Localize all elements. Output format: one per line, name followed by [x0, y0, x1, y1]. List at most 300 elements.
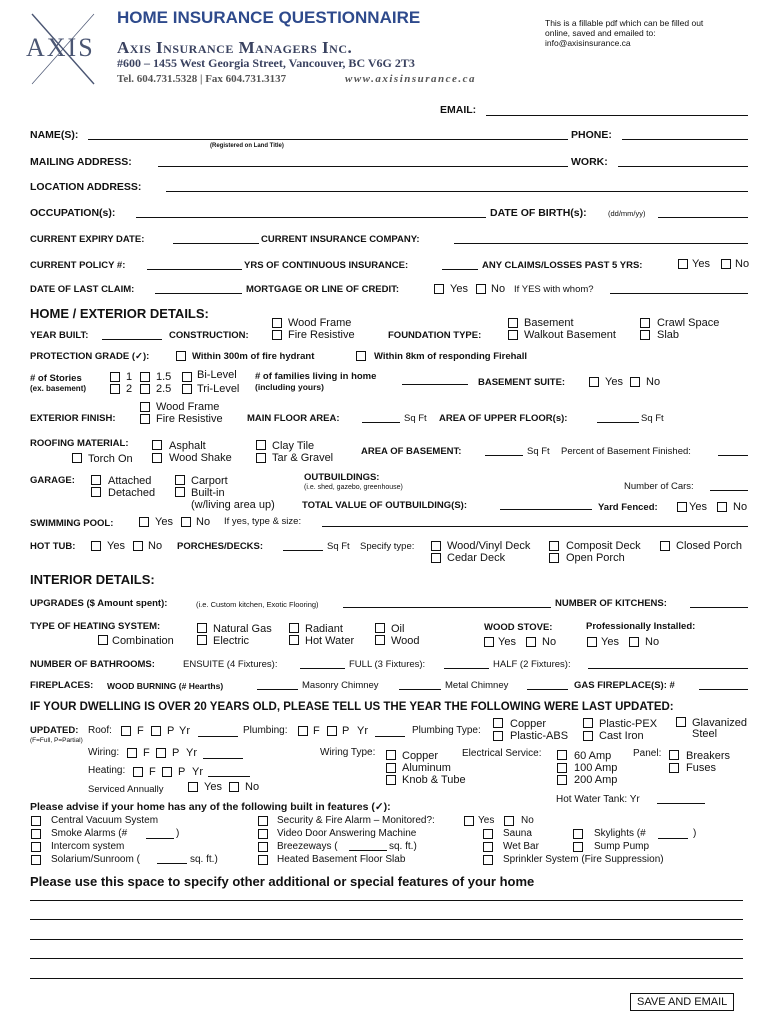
amp60-checkbox[interactable] [557, 750, 567, 760]
company-address: #600 – 1455 West Georgia Street, Vancouver, BC V6G 2T3 [117, 56, 415, 70]
solarium-unit: sq. ft.) [190, 854, 218, 865]
claims-yes-checkbox[interactable] [678, 259, 688, 269]
heated-slab-label: Heated Basement Floor Slab [277, 854, 406, 865]
bilevel-label: Bi-Level [197, 369, 237, 381]
breakers-label: Breakers [686, 750, 731, 762]
slab-checkbox[interactable] [640, 330, 650, 340]
policy-number-label: CURRENT POLICY #: [30, 260, 126, 271]
metal-field[interactable] [527, 689, 568, 690]
masonry-label: Masonry Chimney [302, 680, 379, 691]
mortgage-yes-checkbox[interactable] [434, 284, 444, 294]
basement-label: Basement [524, 317, 574, 329]
garage-label: GARAGE: [30, 475, 75, 486]
suite-yes-label: Yes [605, 376, 623, 388]
detached-checkbox[interactable] [91, 487, 101, 497]
fuses-label: Fuses [686, 762, 716, 774]
firehall-checkbox[interactable] [356, 351, 366, 361]
sump-label: Sump Pump [594, 841, 650, 852]
smoke-field[interactable] [146, 838, 174, 839]
vinyl-deck-label: Wood/Vinyl Deck [447, 540, 531, 552]
finish-wood-checkbox[interactable] [140, 402, 150, 412]
names-note: (Registered on Land Title) [210, 143, 284, 149]
vacuum-label: Central Vacuum System [51, 815, 159, 826]
company-name: Axis Insurance Managers Inc. [117, 38, 353, 57]
wiring-type-label: Wiring Type: [320, 747, 376, 758]
basement-area-field[interactable] [485, 455, 523, 456]
oil-checkbox[interactable] [375, 623, 385, 633]
combination-checkbox[interactable] [98, 635, 108, 645]
year-built-field[interactable] [102, 339, 162, 340]
amp60-label: 60 Amp [574, 750, 612, 762]
knob-tube-label: Knob & Tube [402, 774, 466, 786]
security-no-checkbox[interactable] [504, 816, 514, 826]
clay-checkbox[interactable] [256, 440, 266, 450]
galvanized-label: Glavanized [692, 717, 748, 729]
foundation-label: FOUNDATION TYPE: [388, 330, 482, 341]
tank-field[interactable] [657, 803, 705, 804]
intercom-label: Intercom system [51, 841, 125, 852]
wiring-p-checkbox[interactable] [156, 748, 166, 758]
amp200-checkbox[interactable] [557, 775, 567, 785]
cedar-deck-checkbox[interactable] [431, 553, 441, 563]
mortgage-no-label: No [491, 283, 506, 295]
continuous-years-field[interactable] [442, 269, 478, 270]
email-field[interactable] [486, 115, 748, 116]
plumbing-type-label: Plumbing Type: [412, 725, 481, 736]
additional-line-3[interactable] [30, 939, 743, 940]
attached-label: Attached [108, 475, 152, 487]
stories-2-checkbox[interactable] [110, 384, 120, 394]
mailing-field[interactable] [158, 166, 568, 167]
logo-text: AXIS [26, 33, 95, 62]
updates-heading: IF YOUR DWELLING IS OVER 20 YEARS OLD, PLEASE TELL US THE YEAR THE FOLLOWING WERE LAST UPDATED: [30, 701, 674, 713]
outbuildings-label: OUTBUILDINGS: [304, 472, 380, 483]
intercom-checkbox[interactable] [31, 842, 41, 852]
pool-type-field[interactable] [322, 526, 748, 527]
crawl-space-label: Crawl Space [657, 317, 720, 329]
stove-yes-checkbox[interactable] [484, 637, 494, 647]
serviced-label: Serviced Annually [88, 784, 164, 795]
full-bath-label: FULL (3 Fixtures): [349, 659, 426, 670]
breakers-checkbox[interactable] [669, 750, 679, 760]
sprinkler-label: Sprinkler System (Fire Suppression) [503, 854, 664, 865]
natural-gas-label: Natural Gas [213, 623, 272, 635]
outbuildings-note: (i.e. shed, gazebo, greenhouse) [304, 484, 403, 491]
policy-number-field[interactable] [147, 269, 242, 270]
breezeways-label: Breezeways ( [277, 841, 338, 852]
bilevel-checkbox[interactable] [182, 372, 192, 382]
last-claim-field[interactable] [155, 293, 242, 294]
porches-unit: Sq Ft [327, 541, 350, 552]
heating-f-label: F [149, 766, 156, 778]
fire-resistive-checkbox[interactable] [272, 330, 282, 340]
sump-checkbox[interactable] [573, 842, 583, 852]
fp-legend: (F=Full, P=Partial) [30, 737, 83, 744]
skylights-field[interactable] [658, 838, 688, 839]
steel-label: Steel [692, 728, 718, 740]
video-label: Video Door Answering Machine [277, 828, 417, 839]
vacuum-checkbox[interactable] [31, 816, 41, 826]
claims-no-label: No [735, 258, 750, 270]
pool-yes-checkbox[interactable] [139, 517, 149, 527]
yard-no-label: No [733, 501, 748, 513]
trilevel-checkbox[interactable] [182, 384, 192, 394]
builtin-label: Built-in [191, 487, 225, 499]
location-label: LOCATION ADDRESS: [30, 181, 142, 193]
heating-upd-label: Heating: [88, 765, 126, 776]
sauna-checkbox[interactable] [483, 829, 493, 839]
panel-label: Panel: [633, 748, 662, 759]
hot-tub-yes-label: Yes [107, 540, 125, 552]
composit-deck-checkbox[interactable] [549, 541, 559, 551]
porches-label: PORCHES/DECKS: [177, 541, 264, 552]
installed-no-label: No [645, 636, 660, 648]
serviced-no-checkbox[interactable] [229, 782, 239, 792]
walkout-label: Walkout Basement [524, 329, 616, 341]
pool-yes-label: Yes [155, 516, 173, 528]
pct-finished-field[interactable] [718, 455, 748, 456]
heating-p-checkbox[interactable] [162, 767, 172, 777]
installed-yes-label: Yes [601, 636, 619, 648]
combination-label: Combination [112, 635, 174, 647]
basement-area-label: AREA OF BASEMENT: [361, 446, 462, 457]
walkout-checkbox[interactable] [508, 330, 518, 340]
kitchens-field[interactable] [690, 607, 748, 608]
main-area-unit: Sq Ft [404, 413, 427, 424]
exterior-heading: HOME / EXTERIOR DETAILS: [30, 306, 209, 321]
installed-yes-checkbox[interactable] [587, 637, 597, 647]
serviced-yes-label: Yes [204, 781, 222, 793]
heating-f-checkbox[interactable] [133, 767, 143, 777]
wood-frame-checkbox[interactable] [272, 318, 282, 328]
mortgage-no-checkbox[interactable] [476, 284, 486, 294]
electric-label: Electric [213, 635, 250, 647]
names-label: NAME(S): [30, 129, 79, 141]
phone-field[interactable] [622, 139, 748, 140]
solarium-label: Solarium/Sunroom ( [51, 854, 140, 865]
copper-wiring-label: Copper [402, 750, 439, 762]
trilevel-label: Tri-Level [197, 383, 240, 395]
year-built-label: YEAR BUILT: [30, 330, 89, 341]
breezeways-field[interactable] [349, 850, 387, 851]
mortgage-with-whom-label: If YES with whom? [514, 284, 594, 295]
hot-tub-no-checkbox[interactable] [133, 541, 143, 551]
ensuite-label: ENSUITE (4 Fixtures): [183, 659, 278, 670]
yard-label: Yard Fenced: [598, 502, 658, 513]
clay-label: Clay Tile [272, 440, 315, 452]
stories-1-checkbox[interactable] [110, 372, 120, 382]
main-area-field[interactable] [362, 422, 400, 423]
composit-deck-label: Composit Deck [566, 540, 641, 552]
smoke-checkbox[interactable] [31, 829, 41, 839]
email-label: EMAIL: [440, 104, 477, 116]
stories-2-5-label: 2.5 [156, 383, 172, 395]
form-title: HOME INSURANCE QUESTIONNAIRE [117, 8, 421, 27]
gas-fp-label: GAS FIREPLACE(S): # [574, 680, 675, 691]
save-and-email-button[interactable]: SAVE AND EMAIL [630, 993, 734, 1011]
roof-label: Roof: [88, 725, 112, 736]
fuses-checkbox[interactable] [669, 763, 679, 773]
wiring-f-checkbox[interactable] [127, 748, 137, 758]
cedar-deck-label: Cedar Deck [447, 552, 506, 564]
mailing-label: MAILING ADDRESS: [30, 156, 132, 168]
torch-checkbox[interactable] [72, 453, 82, 463]
asphalt-label: Asphalt [169, 440, 206, 452]
aluminum-checkbox[interactable] [386, 763, 396, 773]
hot-tub-no-label: No [148, 540, 163, 552]
cars-field[interactable] [710, 490, 748, 491]
wiring-yr-label: Yr [186, 747, 197, 759]
upper-area-unit: Sq Ft [641, 413, 664, 424]
metal-label: Metal Chimney [445, 680, 509, 691]
pool-no-checkbox[interactable] [181, 517, 191, 527]
sprinkler-checkbox[interactable] [483, 855, 493, 865]
video-checkbox[interactable] [258, 829, 268, 839]
breezeways-checkbox[interactable] [258, 842, 268, 852]
fillable-note-email[interactable]: info@axisinsurance.ca [545, 38, 631, 48]
security-checkbox[interactable] [258, 816, 268, 826]
skylights-label: Skylights (# [594, 828, 646, 839]
finish-fire-label: Fire Resistive [156, 413, 223, 425]
dob-field[interactable] [658, 217, 748, 218]
yard-yes-checkbox[interactable] [677, 502, 687, 512]
additional-line-1[interactable] [30, 900, 743, 901]
additional-heading: Please use this space to specify other additional or special features of your home [30, 874, 535, 889]
finish-fire-checkbox[interactable] [140, 414, 150, 424]
security-yes-label: Yes [478, 815, 495, 826]
heating-label: TYPE OF HEATING SYSTEM: [30, 621, 161, 632]
abs-checkbox[interactable] [493, 731, 503, 741]
work-field[interactable] [618, 166, 748, 167]
plumbing-p-label: P [342, 725, 350, 737]
stove-no-label: No [542, 636, 557, 648]
heating-p-label: P [178, 766, 186, 778]
shake-checkbox[interactable] [152, 453, 162, 463]
insurance-company-field[interactable] [454, 243, 748, 244]
fireplaces-label: FIREPLACES: [30, 680, 94, 691]
half-bath-label: HALF (2 Fixtures): [493, 659, 571, 670]
vinyl-deck-checkbox[interactable] [431, 541, 441, 551]
wiring-yr-field[interactable] [203, 758, 243, 759]
asphalt-checkbox[interactable] [152, 440, 162, 450]
wetbar-label: Wet Bar [503, 841, 539, 852]
plumbing-p-checkbox[interactable] [327, 726, 337, 736]
occupation-field[interactable] [136, 217, 486, 218]
stories-2-5-checkbox[interactable] [140, 384, 150, 394]
basement-checkbox[interactable] [508, 318, 518, 328]
skylights-checkbox[interactable] [573, 829, 583, 839]
yard-no-checkbox[interactable] [717, 502, 727, 512]
last-claim-label: DATE OF LAST CLAIM: [30, 284, 135, 295]
wood-heat-checkbox[interactable] [375, 635, 385, 645]
claims-yes-label: Yes [692, 258, 710, 270]
hydrant-checkbox[interactable] [176, 351, 186, 361]
copper-wiring-checkbox[interactable] [386, 750, 396, 760]
names-field[interactable] [88, 139, 568, 140]
additional-line-2[interactable] [30, 919, 743, 920]
wiring-f-label: F [143, 747, 150, 759]
breezeways-unit: sq. ft.) [389, 841, 417, 852]
plumbing-f-label: F [313, 725, 320, 737]
roof-f-label: F [137, 725, 144, 737]
carport-checkbox[interactable] [175, 475, 185, 485]
heating-yr-field[interactable] [208, 776, 250, 777]
security-yes-checkbox[interactable] [464, 816, 474, 826]
torch-label: Torch On [88, 453, 133, 465]
full-bath-field[interactable] [444, 668, 489, 669]
dob-label: DATE OF BIRTH(s): [490, 207, 587, 219]
half-bath-field[interactable] [588, 668, 748, 669]
cast-iron-checkbox[interactable] [583, 731, 593, 741]
additional-line-4[interactable] [30, 958, 743, 959]
upper-area-label: AREA OF UPPER FLOOR(s): [439, 413, 568, 424]
stove-label: WOOD STOVE: [484, 622, 553, 633]
tar-label: Tar & Gravel [272, 452, 334, 464]
porches-field[interactable] [283, 550, 323, 551]
amp100-label: 100 Amp [574, 762, 618, 774]
closed-porch-checkbox[interactable] [660, 541, 670, 551]
abs-label: Plastic-ABS [510, 730, 569, 742]
open-porch-checkbox[interactable] [549, 553, 559, 563]
suite-no-checkbox[interactable] [630, 377, 640, 387]
suite-label: BASEMENT SUITE: [478, 377, 566, 388]
features-heading: Please advise if your home has any of the following built in features (✓): [30, 801, 391, 813]
detached-label: Detached [108, 487, 156, 499]
wetbar-checkbox[interactable] [483, 842, 493, 852]
upper-area-field[interactable] [597, 422, 639, 423]
outbuildings-value-field[interactable] [500, 509, 592, 510]
hot-tub-label: HOT TUB: [30, 541, 76, 552]
wood-burning-field[interactable] [257, 689, 298, 690]
skylights-close: ) [693, 828, 697, 839]
dob-format: (dd/mm/yy) [608, 209, 646, 218]
mortgage-with-whom-field[interactable] [610, 293, 748, 294]
amp200-label: 200 Amp [574, 774, 618, 786]
wiring-p-label: P [172, 747, 180, 759]
pool-label: SWIMMING POOL: [30, 518, 114, 529]
specify-label: Specify type: [360, 541, 415, 552]
hydrant-label: Within 300m of fire hydrant [192, 351, 315, 362]
stove-yes-label: Yes [498, 636, 516, 648]
cast-iron-label: Cast Iron [599, 730, 644, 742]
kitchens-label: NUMBER OF KITCHENS: [555, 598, 667, 609]
construction-label: CONSTRUCTION: [169, 330, 249, 341]
heated-slab-checkbox[interactable] [258, 855, 268, 865]
outbuildings-value-label: TOTAL VALUE OF OUTBUILDING(S): [302, 500, 468, 511]
amp100-checkbox[interactable] [557, 763, 567, 773]
stories-1-label: 1 [126, 371, 133, 383]
service-label: Electrical Service: [462, 748, 542, 759]
company-website: www.axisinsurance.ca [345, 73, 477, 85]
natural-gas-checkbox[interactable] [197, 623, 207, 633]
axis-logo [24, 12, 116, 86]
suite-yes-checkbox[interactable] [589, 377, 599, 387]
copper-pipe-label: Copper [510, 718, 547, 730]
cars-label: Number of Cars: [624, 481, 694, 492]
gas-fp-field[interactable] [699, 689, 748, 690]
pool-no-label: No [196, 516, 211, 528]
claims-no-checkbox[interactable] [721, 259, 731, 269]
wood-frame-label: Wood Frame [288, 317, 352, 329]
expiry-field[interactable] [173, 243, 259, 244]
copper-pipe-checkbox[interactable] [493, 718, 503, 728]
serviced-no-label: No [245, 781, 260, 793]
occupation-label: OCCUPATION(s): [30, 207, 116, 219]
families-label: # of families living in home [255, 371, 377, 382]
tar-checkbox[interactable] [256, 453, 266, 463]
roof-yr-field[interactable] [198, 736, 238, 737]
upgrades-field[interactable] [343, 607, 551, 608]
hot-tub-yes-checkbox[interactable] [91, 541, 101, 551]
plumbing-f-checkbox[interactable] [298, 726, 308, 736]
stove-no-checkbox[interactable] [526, 637, 536, 647]
company-phones: Tel. 604.731.5328 | Fax 604.731.3137 [117, 73, 287, 85]
roof-p-checkbox[interactable] [151, 726, 161, 736]
solarium-field[interactable] [157, 863, 187, 864]
plumbing-yr-field[interactable] [375, 736, 405, 737]
solarium-checkbox[interactable] [31, 855, 41, 865]
electric-checkbox[interactable] [197, 635, 207, 645]
bathrooms-label: NUMBER OF BATHROOMS: [30, 659, 155, 670]
pex-checkbox[interactable] [583, 718, 593, 728]
installed-label: Professionally Installed: [586, 621, 696, 632]
upgrades-label: UPGRADES ($ Amount spent): [30, 598, 168, 609]
galvanized-checkbox[interactable] [676, 717, 686, 727]
aluminum-label: Aluminum [402, 762, 451, 774]
ensuite-field[interactable] [300, 668, 345, 669]
installed-no-checkbox[interactable] [629, 637, 639, 647]
hot-water-checkbox[interactable] [289, 635, 299, 645]
closed-porch-label: Closed Porch [676, 540, 743, 552]
carport-label: Carport [191, 475, 228, 487]
knob-tube-checkbox[interactable] [386, 775, 396, 785]
wiring-label: Wiring: [88, 747, 120, 758]
insurance-company-label: CURRENT INSURANCE COMPANY: [261, 234, 420, 245]
hot-water-label: Hot Water [305, 635, 355, 647]
security-no-label: No [521, 815, 534, 826]
open-porch-label: Open Porch [566, 552, 625, 564]
serviced-yes-checkbox[interactable] [188, 782, 198, 792]
pool-type-label: If yes, type & size: [224, 516, 302, 527]
roof-yr-label: Yr [179, 725, 190, 737]
tank-label: Hot Water Tank: Yr [556, 794, 640, 805]
pex-label: Plastic-PEX [599, 718, 658, 730]
stories-1-5-label: 1.5 [156, 371, 172, 383]
roofing-label: ROOFING MATERIAL: [30, 438, 129, 449]
slab-label: Slab [657, 329, 680, 341]
stories-2-label: 2 [126, 383, 133, 395]
attached-checkbox[interactable] [91, 475, 101, 485]
families-field[interactable] [402, 384, 468, 385]
location-field[interactable] [166, 191, 748, 192]
sauna-label: Sauna [503, 828, 532, 839]
mortgage-label: MORTGAGE OR LINE OF CREDIT: [246, 284, 400, 295]
finish-label: EXTERIOR FINISH: [30, 413, 116, 424]
stories-1-5-checkbox[interactable] [140, 372, 150, 382]
suite-no-label: No [646, 376, 661, 388]
masonry-field[interactable] [399, 689, 441, 690]
pct-finished-label: Percent of Basement Finished: [561, 446, 691, 457]
updated-label: UPDATED: [30, 725, 79, 736]
builtin-checkbox[interactable] [175, 487, 185, 497]
roof-f-checkbox[interactable] [121, 726, 131, 736]
heating-yr-label: Yr [192, 766, 203, 778]
crawl-space-checkbox[interactable] [640, 318, 650, 328]
radiant-checkbox[interactable] [289, 623, 299, 633]
work-label: WORK: [571, 156, 608, 168]
additional-line-5[interactable] [30, 978, 743, 979]
main-area-label: MAIN FLOOR AREA: [247, 413, 340, 424]
